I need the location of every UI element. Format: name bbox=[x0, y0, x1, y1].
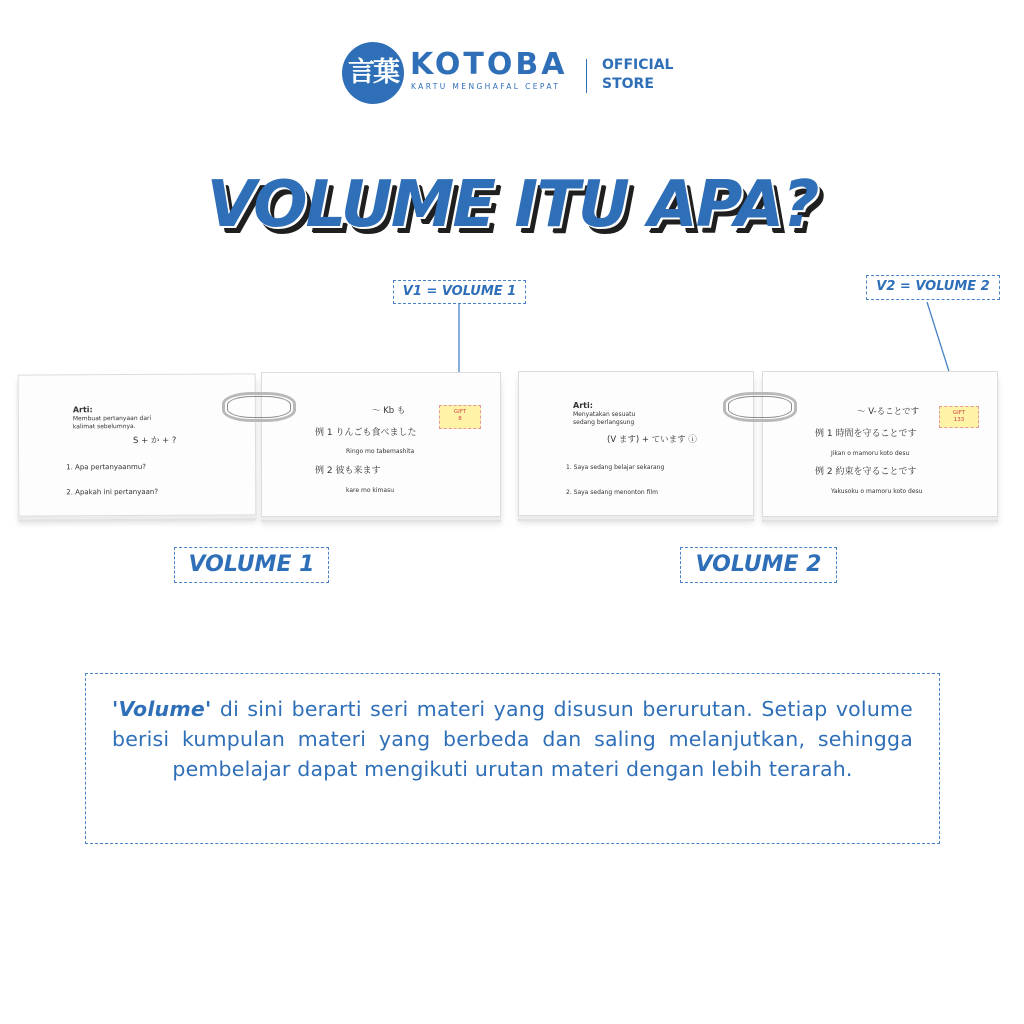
description-emphasis: 'Volume' bbox=[112, 697, 212, 721]
card-heading: Arti: bbox=[573, 401, 593, 410]
card-example-romaji: Jikan o mamoru koto desu bbox=[831, 450, 910, 457]
page-title: VOLUME ITU APA? bbox=[206, 168, 818, 242]
card-example-jp: 例 1 時間を守ることです bbox=[815, 429, 917, 439]
card-subtext: Menyatakan sesuatu bbox=[573, 411, 636, 418]
vol2-card-back bbox=[762, 371, 998, 517]
card-example: 1. Apa pertanyaanmu? bbox=[66, 462, 147, 472]
card-subtext: sedang berlangsung bbox=[573, 419, 635, 426]
brand-logo bbox=[342, 42, 687, 106]
vol1-card-back bbox=[261, 372, 501, 517]
description-body: di sini berarti seri materi yang disusun berurutan. Setiap volume berisi kumpulan materi yang berbeda dan saling melanjutkan, sehingga pembelajar dapat mengikuti urutan materi dengan lebih terarah. bbox=[112, 697, 913, 781]
card-heading: Arti: bbox=[72, 405, 93, 415]
description-box bbox=[85, 673, 940, 844]
card-pattern: (V ます) + ています ⓘ bbox=[607, 435, 697, 445]
vol2-card-front bbox=[518, 371, 754, 516]
vol1-card-front bbox=[18, 373, 257, 516]
volume-2-label: VOLUME 2 bbox=[680, 547, 837, 583]
gift-label: GIFT bbox=[952, 410, 966, 416]
card-example-romaji: kare mo kimasu bbox=[346, 487, 394, 494]
card-example-romaji: Yakusoku o mamoru koto desu bbox=[831, 488, 923, 495]
card-pattern: ～ Kb も bbox=[372, 406, 406, 416]
v2-callout-tag: V2 = VOLUME 2 bbox=[866, 275, 1000, 300]
brand-name: KOTOBA bbox=[410, 47, 568, 82]
brand-tagline: KARTU MENGHAFAL CEPAT bbox=[411, 82, 561, 91]
kotoba-emblem-icon: 言葉 bbox=[342, 42, 404, 104]
card-example: 1. Saya sedang belajar sekarang bbox=[566, 464, 665, 471]
card-example: 2. Saya sedang menonton film bbox=[566, 489, 658, 496]
card-example: 2. Apakah ini pertanyaan? bbox=[66, 487, 159, 497]
official-store-label bbox=[602, 56, 673, 94]
gift-number: 8 bbox=[458, 416, 462, 422]
card-example-jp: 例 1 りんごも食べました bbox=[315, 428, 417, 438]
card-subtext: Membuat pertanyaan dari bbox=[72, 414, 152, 423]
card-subtext: kalimat sebelumnya. bbox=[72, 423, 136, 431]
card-example-jp: 例 2 彼も来ます bbox=[315, 466, 381, 476]
volume-1-label: VOLUME 1 bbox=[174, 547, 329, 583]
description-text bbox=[112, 694, 913, 784]
binder-ring-inner bbox=[728, 396, 792, 418]
card-example-romaji: Ringo mo tabemashita bbox=[346, 448, 415, 455]
gift-sticker bbox=[439, 405, 481, 429]
store-line-1: OFFICIAL bbox=[602, 57, 674, 73]
card-pattern: ～ V-ることです bbox=[857, 407, 920, 417]
binder-ring-inner bbox=[227, 396, 291, 418]
card-example-jp: 例 2 約束を守ることです bbox=[815, 467, 917, 477]
gift-label: GIFT bbox=[453, 409, 467, 415]
v1-callout-tag: V1 = VOLUME 1 bbox=[393, 280, 526, 304]
card-pattern: S + か + ? bbox=[132, 435, 177, 447]
store-line-2: STORE bbox=[602, 76, 654, 92]
logo-divider bbox=[586, 59, 587, 93]
gift-sticker bbox=[939, 406, 979, 428]
gift-number: 133 bbox=[953, 417, 965, 423]
